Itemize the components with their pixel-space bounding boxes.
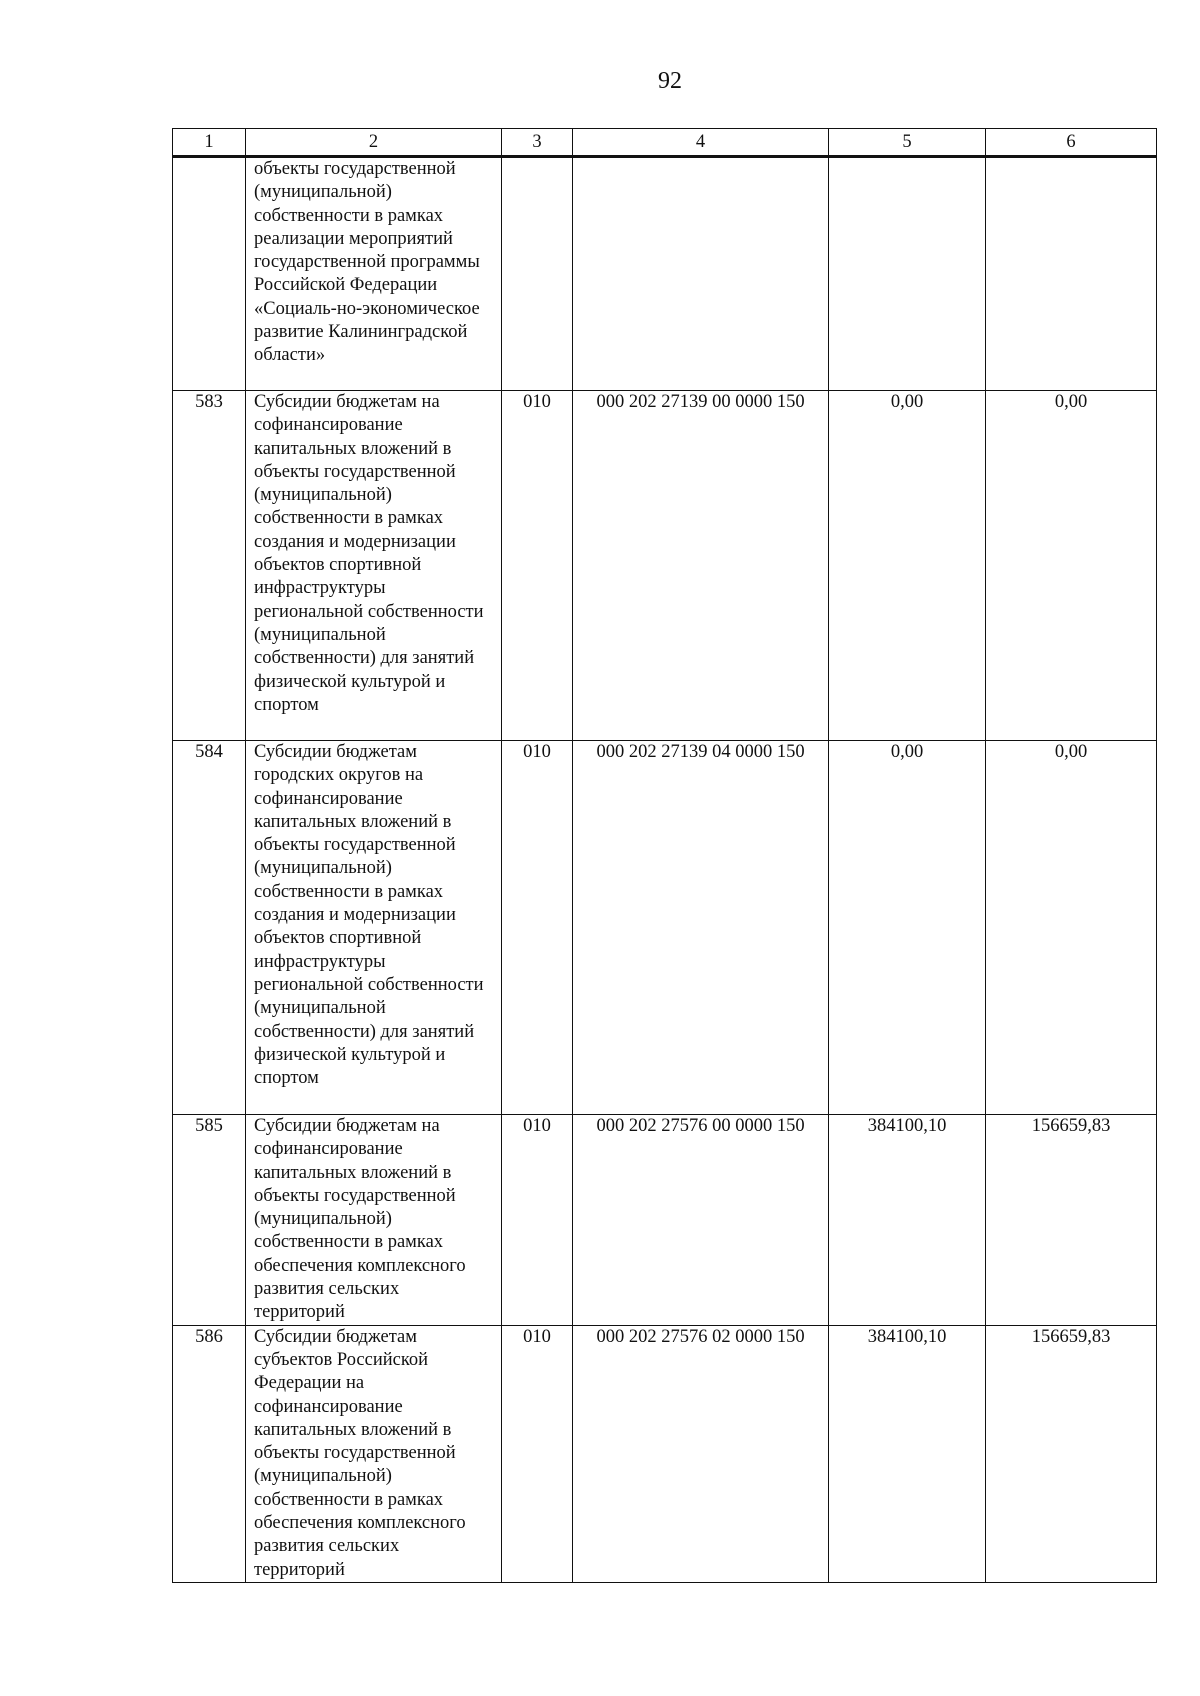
row-number: 584	[173, 741, 246, 1115]
budget-table	[172, 128, 1157, 1583]
row-description: объекты государственной (муниципальной) собственности в рамках реализации мероприятий государственной программы Российской Федерации «Социаль-но-экономическое развитие Калининградской области»	[246, 157, 502, 391]
row-admin-code: 010	[502, 1115, 573, 1326]
row-admin-code: 010	[502, 391, 573, 741]
table-row	[173, 157, 1157, 391]
row-description: Субсидии бюджетам городских округов на софинансирование капитальных вложений в объекты государственной (муниципальной) собственности в рамках создания и модернизации объектов спортивной инфраструктуры региональной собственности (муниципальной собственности) для занятий физической культурой и спортом	[246, 741, 502, 1115]
row-budget-code: 000 202 27139 00 0000 150	[573, 391, 829, 741]
row-budget-code: 000 202 27576 00 0000 150	[573, 1115, 829, 1326]
row-value-col6: 156659,83	[986, 1325, 1157, 1582]
table-header	[173, 129, 1157, 157]
row-number: 583	[173, 391, 246, 741]
table-body	[173, 157, 1157, 1583]
table-row	[173, 741, 1157, 1115]
row-value-col5: 384100,10	[829, 1115, 986, 1326]
header-col-5: 5	[829, 129, 986, 157]
row-budget-code: 000 202 27576 02 0000 150	[573, 1325, 829, 1582]
row-description: Субсидии бюджетам на софинансирование капитальных вложений в объекты государственной (муниципальной) собственности в рамках обеспечения комплексного развития сельских территорий	[246, 1115, 502, 1326]
row-admin-code	[502, 157, 573, 391]
table-row	[173, 391, 1157, 741]
header-col-2: 2	[246, 129, 502, 157]
header-col-4: 4	[573, 129, 829, 157]
row-number	[173, 157, 246, 391]
row-budget-code	[573, 157, 829, 391]
row-value-col5: 0,00	[829, 741, 986, 1115]
page-number: 92	[658, 68, 682, 94]
row-admin-code: 010	[502, 1325, 573, 1582]
row-admin-code: 010	[502, 741, 573, 1115]
row-value-col5	[829, 157, 986, 391]
table-row	[173, 1115, 1157, 1326]
row-value-col5: 0,00	[829, 391, 986, 741]
row-value-col6: 156659,83	[986, 1115, 1157, 1326]
header-col-1: 1	[173, 129, 246, 157]
row-number: 585	[173, 1115, 246, 1326]
header-col-6: 6	[986, 129, 1157, 157]
row-value-col5: 384100,10	[829, 1325, 986, 1582]
header-row	[173, 129, 1157, 157]
table-row	[173, 1325, 1157, 1582]
row-description: Субсидии бюджетам на софинансирование капитальных вложений в объекты государственной (муниципальной) собственности в рамках создания и модернизации объектов спортивной инфраструктуры региональной собственности (муниципальной собственности) для занятий физической культурой и спортом	[246, 391, 502, 741]
row-number: 586	[173, 1325, 246, 1582]
row-budget-code: 000 202 27139 04 0000 150	[573, 741, 829, 1115]
row-description: Субсидии бюджетам субъектов Российской Федерации на софинансирование капитальных вложений в объекты государственной (муниципальной) собственности в рамках обеспечения комплексного развития сельских территорий	[246, 1325, 502, 1582]
row-value-col6: 0,00	[986, 391, 1157, 741]
row-value-col6	[986, 157, 1157, 391]
row-value-col6: 0,00	[986, 741, 1157, 1115]
header-col-3: 3	[502, 129, 573, 157]
